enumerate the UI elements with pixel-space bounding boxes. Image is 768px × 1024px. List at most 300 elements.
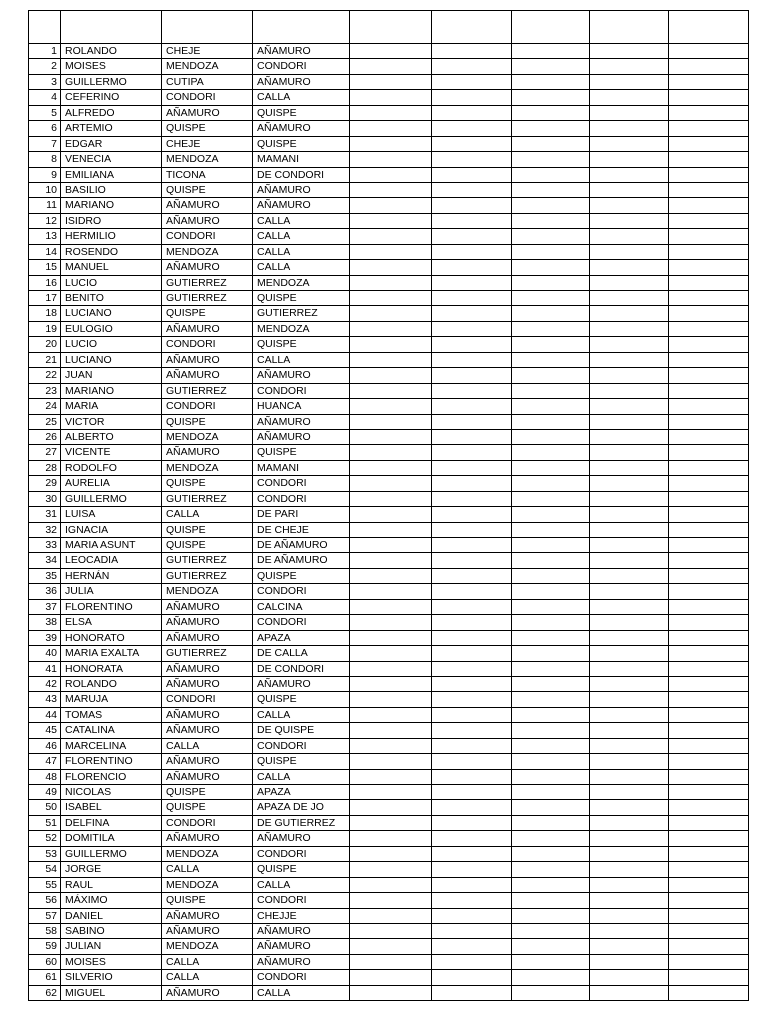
blank-cell	[432, 785, 512, 800]
first-name-cell: TOMAS	[61, 708, 162, 723]
second-surname-cell: QUISPE	[253, 291, 350, 306]
second-surname-cell: CONDORI	[253, 893, 350, 908]
second-surname-cell: CALLA	[253, 986, 350, 1001]
blank-cell	[512, 662, 590, 677]
blank-cell	[512, 245, 590, 260]
row-number-cell: 8	[29, 152, 61, 167]
blank-cell	[669, 646, 749, 661]
blank-cell	[669, 59, 749, 74]
blank-cell	[669, 291, 749, 306]
blank-cell	[512, 955, 590, 970]
blank-cell	[590, 692, 669, 707]
blank-cell	[432, 553, 512, 568]
blank-cell	[512, 569, 590, 584]
first-surname-cell: AÑAMURO	[162, 353, 253, 368]
table-row	[29, 677, 749, 692]
second-surname-cell: CHEJJE	[253, 909, 350, 924]
blank-cell	[590, 723, 669, 738]
table-row	[29, 59, 749, 74]
blank-cell	[432, 291, 512, 306]
table-row	[29, 260, 749, 275]
blank-cell	[432, 909, 512, 924]
second-surname-cell: AÑAMURO	[253, 44, 350, 59]
table-row	[29, 168, 749, 183]
first-name-cell: HERMILIO	[61, 229, 162, 244]
blank-cell	[512, 384, 590, 399]
row-number-cell: 10	[29, 183, 61, 198]
second-surname-cell: CONDORI	[253, 739, 350, 754]
blank-cell	[432, 955, 512, 970]
blank-cell	[432, 739, 512, 754]
first-surname-cell: QUISPE	[162, 121, 253, 136]
blank-cell	[590, 955, 669, 970]
blank-cell	[669, 445, 749, 460]
row-number-cell: 31	[29, 507, 61, 522]
first-surname-cell: GUTIERREZ	[162, 276, 253, 291]
blank-cell	[512, 677, 590, 692]
row-number-cell: 2	[29, 59, 61, 74]
first-name-cell: LUCIO	[61, 276, 162, 291]
blank-cell	[512, 986, 590, 1001]
blank-cell	[590, 785, 669, 800]
blank-cell	[512, 152, 590, 167]
blank-cell	[590, 878, 669, 893]
blank-cell	[669, 785, 749, 800]
blank-cell	[669, 600, 749, 615]
second-surname-cell: DE CHEJE	[253, 523, 350, 538]
second-surname-cell: CONDORI	[253, 384, 350, 399]
blank-cell	[590, 415, 669, 430]
first-name-cell: MANUEL	[61, 260, 162, 275]
table-row	[29, 121, 749, 136]
blank-cell	[590, 970, 669, 985]
blank-cell	[432, 306, 512, 321]
second-surname-cell: CONDORI	[253, 970, 350, 985]
table-row	[29, 785, 749, 800]
blank-cell	[432, 631, 512, 646]
first-name-cell: MOISES	[61, 59, 162, 74]
first-surname-cell: QUISPE	[162, 476, 253, 491]
row-number-cell: 7	[29, 137, 61, 152]
first-name-cell: ALFREDO	[61, 106, 162, 121]
blank-cell	[512, 430, 590, 445]
row-number-cell: 37	[29, 600, 61, 615]
row-number-cell: 61	[29, 970, 61, 985]
blank-cell	[512, 214, 590, 229]
blank-cell	[669, 353, 749, 368]
row-number-cell: 29	[29, 476, 61, 491]
table-row	[29, 291, 749, 306]
blank-cell	[350, 337, 432, 352]
blank-cell	[350, 415, 432, 430]
blank-cell	[590, 59, 669, 74]
blank-cell	[432, 384, 512, 399]
blank-cell	[432, 152, 512, 167]
table-row	[29, 322, 749, 337]
table-row	[29, 708, 749, 723]
first-surname-cell: AÑAMURO	[162, 260, 253, 275]
first-name-cell: AURELIA	[61, 476, 162, 491]
blank-cell	[669, 276, 749, 291]
first-surname-cell: MENDOZA	[162, 847, 253, 862]
first-surname-cell: MENDOZA	[162, 59, 253, 74]
blank-cell	[590, 631, 669, 646]
second-surname-cell: APAZA DE JO	[253, 800, 350, 815]
second-surname-cell: CONDORI	[253, 476, 350, 491]
table-row	[29, 368, 749, 383]
first-name-cell: VICTOR	[61, 415, 162, 430]
first-name-cell: ROLANDO	[61, 677, 162, 692]
first-name-cell: MARIA ASUNT	[61, 538, 162, 553]
table-row	[29, 878, 749, 893]
blank-cell	[350, 276, 432, 291]
first-name-cell: ELSA	[61, 615, 162, 630]
blank-cell	[350, 909, 432, 924]
row-number-cell: 21	[29, 353, 61, 368]
table-row	[29, 754, 749, 769]
blank-cell	[512, 615, 590, 630]
first-name-cell: EULOGIO	[61, 322, 162, 337]
first-name-cell: HONORATO	[61, 631, 162, 646]
blank-cell	[432, 523, 512, 538]
first-name-cell: MARUJA	[61, 692, 162, 707]
blank-cell	[512, 800, 590, 815]
blank-cell	[432, 399, 512, 414]
blank-cell	[669, 137, 749, 152]
blank-cell	[350, 306, 432, 321]
header-cell	[61, 11, 162, 44]
blank-cell	[590, 708, 669, 723]
second-surname-cell: CONDORI	[253, 492, 350, 507]
table-row	[29, 939, 749, 954]
row-number-cell: 45	[29, 723, 61, 738]
first-surname-cell: CALLA	[162, 970, 253, 985]
first-surname-cell: CALLA	[162, 507, 253, 522]
first-surname-cell: AÑAMURO	[162, 770, 253, 785]
first-name-cell: RAUL	[61, 878, 162, 893]
row-number-cell: 39	[29, 631, 61, 646]
first-surname-cell: AÑAMURO	[162, 754, 253, 769]
blank-cell	[512, 492, 590, 507]
blank-cell	[512, 584, 590, 599]
blank-cell	[669, 384, 749, 399]
table-row	[29, 739, 749, 754]
blank-cell	[350, 770, 432, 785]
blank-cell	[432, 214, 512, 229]
blank-cell	[432, 75, 512, 90]
blank-cell	[590, 862, 669, 877]
first-name-cell: DANIEL	[61, 909, 162, 924]
second-surname-cell: DE CONDORI	[253, 662, 350, 677]
blank-cell	[669, 615, 749, 630]
blank-cell	[350, 631, 432, 646]
blank-cell	[350, 523, 432, 538]
first-name-cell: FLORENTINO	[61, 600, 162, 615]
first-surname-cell: MENDOZA	[162, 430, 253, 445]
blank-cell	[432, 260, 512, 275]
blank-cell	[590, 75, 669, 90]
blank-cell	[512, 59, 590, 74]
blank-cell	[512, 353, 590, 368]
blank-cell	[512, 878, 590, 893]
row-number-cell: 23	[29, 384, 61, 399]
second-surname-cell: DE GUTIERREZ	[253, 816, 350, 831]
first-surname-cell: AÑAMURO	[162, 677, 253, 692]
second-surname-cell: MENDOZA	[253, 276, 350, 291]
blank-cell	[432, 662, 512, 677]
first-name-cell: BASILIO	[61, 183, 162, 198]
blank-cell	[432, 492, 512, 507]
blank-cell	[432, 646, 512, 661]
blank-cell	[512, 507, 590, 522]
row-number-cell: 56	[29, 893, 61, 908]
blank-cell	[669, 214, 749, 229]
blank-cell	[350, 831, 432, 846]
blank-cell	[350, 445, 432, 460]
header-cell	[590, 11, 669, 44]
first-name-cell: HONORATA	[61, 662, 162, 677]
blank-cell	[512, 445, 590, 460]
first-name-cell: LUISA	[61, 507, 162, 522]
second-surname-cell: AÑAMURO	[253, 198, 350, 213]
blank-cell	[512, 44, 590, 59]
first-surname-cell: QUISPE	[162, 306, 253, 321]
first-name-cell: IGNACIA	[61, 523, 162, 538]
blank-cell	[669, 44, 749, 59]
blank-cell	[669, 121, 749, 136]
blank-cell	[590, 569, 669, 584]
first-name-cell: GUILLERMO	[61, 492, 162, 507]
table-row	[29, 538, 749, 553]
row-number-cell: 51	[29, 816, 61, 831]
second-surname-cell: CALLA	[253, 90, 350, 105]
blank-cell	[350, 708, 432, 723]
blank-cell	[590, 168, 669, 183]
blank-cell	[350, 260, 432, 275]
row-number-cell: 55	[29, 878, 61, 893]
table-row	[29, 461, 749, 476]
table-row	[29, 415, 749, 430]
first-name-cell: DELFINA	[61, 816, 162, 831]
blank-cell	[590, 90, 669, 105]
row-number-cell: 30	[29, 492, 61, 507]
blank-cell	[432, 476, 512, 491]
blank-cell	[432, 44, 512, 59]
blank-cell	[590, 322, 669, 337]
blank-cell	[590, 909, 669, 924]
blank-cell	[669, 337, 749, 352]
blank-cell	[350, 662, 432, 677]
blank-cell	[350, 955, 432, 970]
blank-cell	[669, 909, 749, 924]
row-number-cell: 52	[29, 831, 61, 846]
blank-cell	[512, 924, 590, 939]
row-number-cell: 11	[29, 198, 61, 213]
blank-cell	[512, 909, 590, 924]
blank-cell	[669, 584, 749, 599]
row-number-cell: 53	[29, 847, 61, 862]
row-number-cell: 24	[29, 399, 61, 414]
blank-cell	[512, 306, 590, 321]
blank-cell	[590, 553, 669, 568]
blank-cell	[350, 198, 432, 213]
first-surname-cell: QUISPE	[162, 538, 253, 553]
first-surname-cell: AÑAMURO	[162, 986, 253, 1001]
blank-cell	[669, 924, 749, 939]
table-row	[29, 986, 749, 1001]
table-row	[29, 723, 749, 738]
blank-cell	[669, 168, 749, 183]
first-name-cell: ARTEMIO	[61, 121, 162, 136]
first-surname-cell: AÑAMURO	[162, 723, 253, 738]
blank-cell	[590, 492, 669, 507]
first-name-cell: ISABEL	[61, 800, 162, 815]
table-row	[29, 337, 749, 352]
blank-cell	[669, 106, 749, 121]
blank-cell	[512, 137, 590, 152]
blank-cell	[432, 461, 512, 476]
blank-cell	[512, 785, 590, 800]
row-number-cell: 41	[29, 662, 61, 677]
table-row	[29, 384, 749, 399]
second-surname-cell: CONDORI	[253, 59, 350, 74]
blank-cell	[350, 152, 432, 167]
blank-cell	[432, 276, 512, 291]
blank-cell	[350, 461, 432, 476]
first-surname-cell: AÑAMURO	[162, 924, 253, 939]
second-surname-cell: CALCINA	[253, 600, 350, 615]
blank-cell	[590, 986, 669, 1001]
blank-cell	[350, 492, 432, 507]
blank-cell	[590, 44, 669, 59]
blank-cell	[512, 399, 590, 414]
first-name-cell: MARIA EXALTA	[61, 646, 162, 661]
first-surname-cell: AÑAMURO	[162, 445, 253, 460]
blank-cell	[350, 229, 432, 244]
blank-cell	[432, 353, 512, 368]
first-name-cell: CATALINA	[61, 723, 162, 738]
blank-cell	[590, 600, 669, 615]
table-row	[29, 631, 749, 646]
first-name-cell: BENITO	[61, 291, 162, 306]
blank-cell	[590, 368, 669, 383]
first-name-cell: VICENTE	[61, 445, 162, 460]
blank-cell	[669, 553, 749, 568]
blank-cell	[350, 214, 432, 229]
second-surname-cell: DE AÑAMURO	[253, 553, 350, 568]
blank-cell	[512, 229, 590, 244]
blank-cell	[590, 800, 669, 815]
table-row	[29, 183, 749, 198]
blank-cell	[669, 708, 749, 723]
first-surname-cell: MENDOZA	[162, 584, 253, 599]
row-number-cell: 54	[29, 862, 61, 877]
first-surname-cell: QUISPE	[162, 800, 253, 815]
table-row	[29, 214, 749, 229]
blank-cell	[590, 646, 669, 661]
blank-cell	[432, 615, 512, 630]
blank-cell	[432, 847, 512, 862]
table-row	[29, 847, 749, 862]
row-number-cell: 26	[29, 430, 61, 445]
blank-cell	[590, 893, 669, 908]
second-surname-cell: QUISPE	[253, 862, 350, 877]
first-surname-cell: MENDOZA	[162, 878, 253, 893]
first-surname-cell: CONDORI	[162, 337, 253, 352]
header-cell	[350, 11, 432, 44]
second-surname-cell: AÑAMURO	[253, 121, 350, 136]
blank-cell	[590, 445, 669, 460]
first-name-cell: MOISES	[61, 955, 162, 970]
blank-cell	[669, 800, 749, 815]
row-number-cell: 35	[29, 569, 61, 584]
table-row	[29, 862, 749, 877]
blank-cell	[350, 430, 432, 445]
blank-cell	[350, 106, 432, 121]
row-number-cell: 13	[29, 229, 61, 244]
blank-cell	[669, 662, 749, 677]
first-surname-cell: CONDORI	[162, 692, 253, 707]
blank-cell	[350, 939, 432, 954]
second-surname-cell: QUISPE	[253, 445, 350, 460]
table-row	[29, 600, 749, 615]
blank-cell	[350, 677, 432, 692]
blank-cell	[432, 754, 512, 769]
blank-cell	[669, 847, 749, 862]
blank-cell	[350, 137, 432, 152]
table-row	[29, 831, 749, 846]
blank-cell	[669, 893, 749, 908]
second-surname-cell: AÑAMURO	[253, 955, 350, 970]
row-number-cell: 22	[29, 368, 61, 383]
second-surname-cell: DE CONDORI	[253, 168, 350, 183]
blank-cell	[432, 445, 512, 460]
blank-cell	[432, 692, 512, 707]
blank-cell	[669, 198, 749, 213]
first-surname-cell: CONDORI	[162, 399, 253, 414]
header-cell	[512, 11, 590, 44]
first-surname-cell: CONDORI	[162, 229, 253, 244]
table-row	[29, 106, 749, 121]
blank-cell	[512, 739, 590, 754]
second-surname-cell: DE CALLA	[253, 646, 350, 661]
first-surname-cell: CONDORI	[162, 816, 253, 831]
first-surname-cell: CHEJE	[162, 137, 253, 152]
blank-cell	[669, 677, 749, 692]
row-number-cell: 12	[29, 214, 61, 229]
blank-cell	[432, 939, 512, 954]
blank-cell	[590, 214, 669, 229]
blank-cell	[350, 986, 432, 1001]
blank-cell	[350, 800, 432, 815]
first-surname-cell: GUTIERREZ	[162, 646, 253, 661]
blank-cell	[432, 415, 512, 430]
blank-cell	[669, 507, 749, 522]
blank-cell	[590, 538, 669, 553]
first-name-cell: JUAN	[61, 368, 162, 383]
second-surname-cell: CALLA	[253, 878, 350, 893]
first-surname-cell: CALLA	[162, 862, 253, 877]
header-cell	[669, 11, 749, 44]
first-surname-cell: AÑAMURO	[162, 708, 253, 723]
blank-cell	[432, 183, 512, 198]
blank-cell	[512, 770, 590, 785]
first-name-cell: JULIA	[61, 584, 162, 599]
second-surname-cell: DE AÑAMURO	[253, 538, 350, 553]
blank-cell	[512, 461, 590, 476]
blank-cell	[512, 260, 590, 275]
table-row	[29, 476, 749, 491]
